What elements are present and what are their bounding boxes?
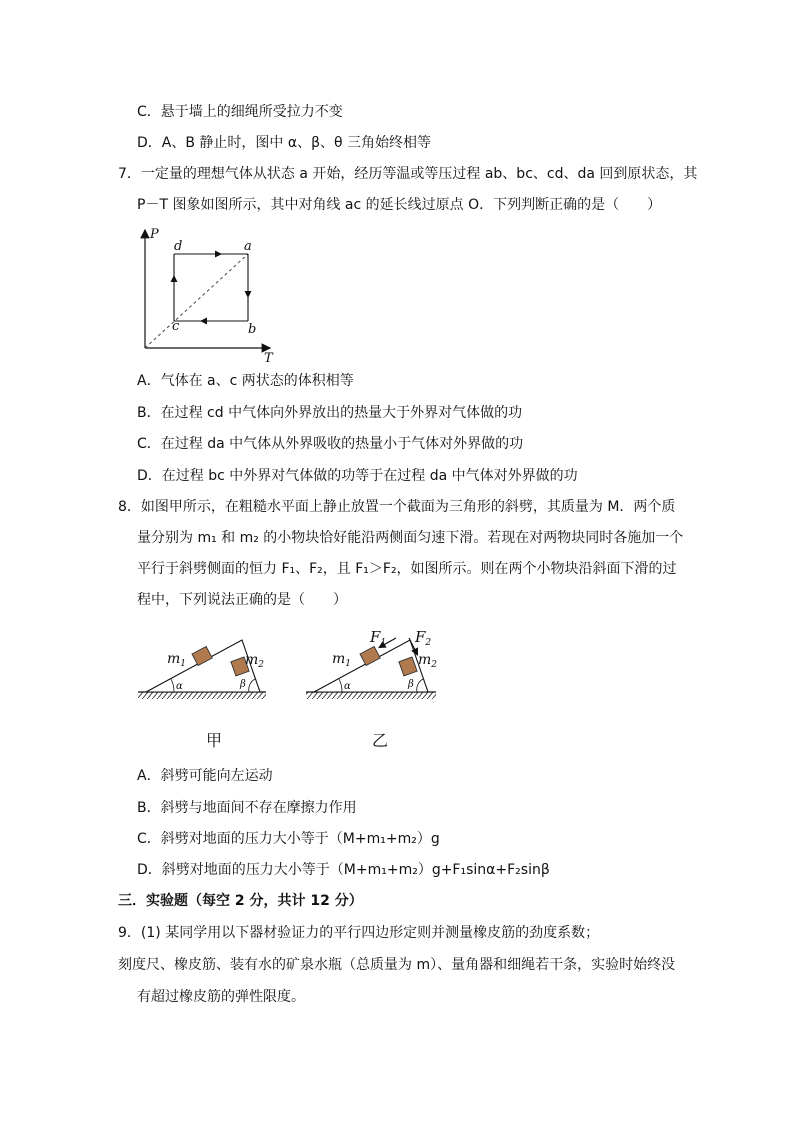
- section3-heading: 三．实验题（每空 2 分，共计 12 分）: [118, 893, 363, 909]
- q7-label-t: T: [264, 351, 273, 366]
- q8-stem-line2: 量分别为 m₁ 和 m₂ 的小物块恰好能沿两侧面匀速下滑。若现在对两物块同时各施加一个: [137, 530, 684, 546]
- q7-stem-line1: 7．一定量的理想气体从状态 a 开始，经历等温或等压过程 ab、bc、cd、da 回到原状态，其: [118, 166, 698, 182]
- label-m1-right: $m_1$: [332, 651, 352, 669]
- q7-label-b: b: [248, 322, 257, 337]
- q7-stem-line2: P－T 图象如图所示，其中对角线 ac 的延长线过原点 O．下列判断正确的是（ ）: [137, 197, 662, 213]
- label-beta-left: β: [240, 679, 246, 690]
- label-m1-left: $m_1$: [167, 651, 187, 669]
- q8-stem-line4: 程中，下列说法正确的是（ ）: [137, 592, 347, 608]
- q7-pt-diagram: [138, 224, 278, 366]
- q7-label-p: P: [150, 227, 159, 242]
- q6-option-d: D．A、B 静止时，图中 α、β、θ 三角始终相等: [137, 135, 432, 151]
- q8-option-b: B．斜劈与地面间不存在摩擦力作用: [137, 800, 357, 816]
- label-alpha-left: α: [176, 681, 183, 692]
- q8-figure-left: [138, 640, 266, 699]
- q7-label-d: d: [174, 239, 183, 254]
- label-m2-left: $m_2$: [245, 652, 265, 670]
- q8-figure-right: [306, 628, 437, 699]
- label-m2-right: $m_2$: [418, 652, 438, 670]
- q7-option-d: D．在过程 bc 中外界对气体做的功等于在过程 da 中气体对外界做的功: [137, 468, 578, 484]
- caption-left: 甲: [206, 731, 223, 750]
- q8-wedge-diagrams: [138, 620, 448, 760]
- q8-option-a: A．斜劈可能向左运动: [137, 768, 273, 784]
- q7-option-c: C．在过程 da 中气体从外界吸收的热量小于气体对外界做的功: [137, 436, 524, 452]
- label-beta-right: β: [408, 679, 414, 690]
- q8-stem-line1: 8．如图甲所示，在粗糙水平面上静止放置一个截面为三角形的斜劈，其质量为 M．两个质: [118, 499, 676, 515]
- q7-option-a: A．气体在 a、c 两状态的体积相等: [137, 373, 354, 389]
- label-f1: $F_1$: [370, 628, 387, 648]
- label-alpha-right: α: [344, 681, 351, 692]
- q8-option-c: C．斜劈对地面的压力大小等于（M+m₁+m₂）g: [137, 831, 440, 847]
- q9-line2: 刻度尺、橡皮筋、装有水的矿泉水瓶（总质量为 m）、量角器和细绳若干条，实验时始终没: [118, 957, 676, 973]
- q6-option-c: C．悬于墙上的细绳所受拉力不变: [137, 104, 343, 120]
- q7-label-c: c: [172, 319, 180, 334]
- ground-hatch-right: [306, 692, 436, 699]
- q7-label-a: a: [244, 239, 252, 254]
- label-f2: $F_2$: [415, 628, 432, 648]
- q7-diagonal-ac: [145, 254, 248, 348]
- ground-hatch-left: [138, 692, 266, 699]
- q7-option-b: B．在过程 cd 中气体向外界放出的热量大于外界对气体做的功: [137, 405, 523, 421]
- q9-line1: 9．(1) 某同学用以下器材验证力的平行四边形定则并测量橡皮筋的劲度系数；: [118, 925, 600, 941]
- q8-stem-line3: 平行于斜劈侧面的恒力 F₁、F₂，且 F₁＞F₂，如图所示。则在两个小物块沿斜面下滑的过: [137, 561, 677, 577]
- q8-option-d: D．斜劈对地面的压力大小等于（M+m₁+m₂）g+F₁sinα+F₂sinβ: [137, 862, 550, 878]
- q9-line3: 有超过橡皮筋的弹性限度。: [137, 989, 305, 1005]
- caption-right: 乙: [372, 731, 389, 750]
